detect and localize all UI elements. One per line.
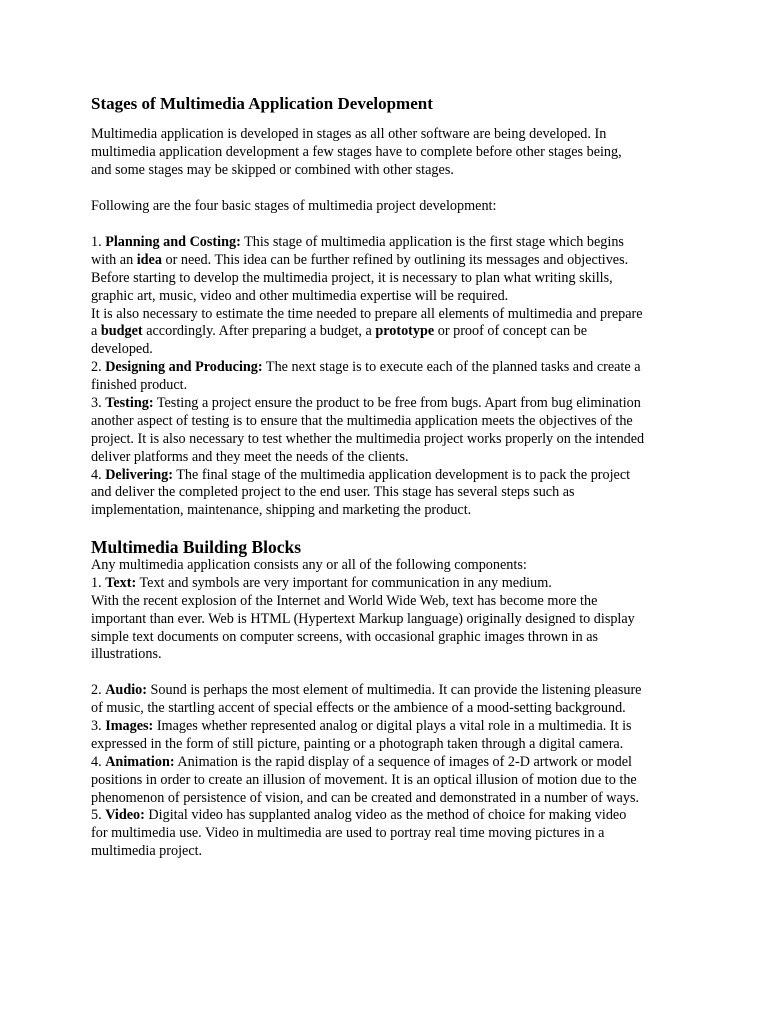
component-text-line: simple text documents on computer screens, with occasional graphic images thrown in as xyxy=(91,628,599,645)
components-intro: Any multimedia application consists any or all of the following components: xyxy=(91,557,527,573)
intro-line: and some stages may be skipped or combined with other stages. xyxy=(91,161,454,178)
keyword-idea: idea xyxy=(136,251,162,268)
stage-label: Planning and Costing: xyxy=(105,234,241,250)
keyword-prototype: prototype xyxy=(375,323,435,340)
stage-testing-line: project. It is also necessary to test whether the multimedia project works properly on the intended xyxy=(91,430,645,447)
component-number: 5. xyxy=(91,807,106,824)
following-line: Following are the four basic stages of multimedia project development: xyxy=(91,198,497,214)
stage-testing-line: another aspect of testing is to ensure that the multimedia application meets the objectives of the xyxy=(91,412,633,429)
component-images-line: expressed in the form of still picture, painting or a photograph taken through a digital camera. xyxy=(91,735,624,752)
component-text: Animation is the rapid display of a sequence of images of 2-D artwork or model xyxy=(174,753,632,770)
components-list xyxy=(91,557,691,861)
stage-text: The final stage of the multimedia application development is to pack the project xyxy=(172,466,631,483)
stage-planning-line: Before starting to develop the multimedia project, it is necessary to plan what writing skills, xyxy=(91,269,613,286)
component-text-line: With the recent explosion of the Internet and World Wide Web, text has become more the xyxy=(91,592,598,609)
stage-planning-line: graphic art, music, video and other multimedia expertise will be required. xyxy=(91,287,509,304)
stage-planning-line: developed. xyxy=(91,341,153,358)
blank-line xyxy=(91,664,691,682)
stage-number: 2. xyxy=(91,359,106,376)
component-number: 4. xyxy=(91,753,106,770)
component-label: Animation: xyxy=(105,753,175,770)
component-animation-line: positions in order to create an illusion of movement. It is an optical illusion of motion due to the xyxy=(91,771,637,788)
component-video-line: multimedia project. xyxy=(91,843,203,860)
stage-delivering-line: and deliver the completed project to the end user. This stage has several steps such as xyxy=(91,484,575,501)
component-video-line xyxy=(91,807,691,825)
stage-text: The next stage is to execute each of the planned tasks and create a xyxy=(262,359,641,376)
stage-delivering-line xyxy=(91,467,691,485)
stage-planning-line xyxy=(91,234,691,252)
stage-label: Delivering: xyxy=(105,466,173,483)
stages-list xyxy=(91,234,691,520)
stage-label: Designing and Producing: xyxy=(105,359,263,376)
component-text: Sound is perhaps the most element of multimedia. It can provide the listening pleasure xyxy=(146,682,642,699)
component-label: Images: xyxy=(105,718,154,735)
intro-paragraph xyxy=(91,126,691,180)
keyword-budget: budget xyxy=(100,323,143,340)
component-number: 1. xyxy=(91,574,106,591)
component-animation-line: phenomenon of persistence of vision, and can be created and demonstrated in a number of ways. xyxy=(91,789,640,806)
stage-text: Testing a project ensure the product to be free from bugs. Apart from bug elimination xyxy=(153,395,641,412)
stage-text: accordingly. After preparing a budget, a xyxy=(142,323,376,340)
stage-number: 1. xyxy=(91,234,106,250)
stage-label: Testing: xyxy=(105,395,154,412)
component-number: 3. xyxy=(91,718,106,735)
component-label: Audio: xyxy=(105,682,147,699)
intro-line: Multimedia application is developed in stages as all other software are being developed. In xyxy=(91,126,607,142)
component-text-line: important than ever. Web is HTML (Hypertext Markup language) originally designed to display xyxy=(91,610,635,627)
stage-text: a xyxy=(91,323,101,340)
page-title: Stages of Multimedia Application Development xyxy=(91,94,433,113)
following-paragraph xyxy=(91,198,691,216)
stage-text: with an xyxy=(91,251,137,268)
section-heading: Multimedia Building Blocks xyxy=(91,537,302,557)
stage-delivering-line: implementation, maintenance, shipping and marketing the product. xyxy=(91,502,472,519)
stage-text: or proof of concept can be xyxy=(434,323,588,340)
component-animation-line xyxy=(91,754,691,772)
stage-testing-line: deliver platforms and they meet the needs of the clients. xyxy=(91,448,409,465)
stage-designing-line xyxy=(91,359,691,377)
component-text: Digital video has supplanted analog video as the method of choice for making video xyxy=(144,807,627,824)
stage-planning-line: It is also necessary to estimate the time needed to prepare all elements of multimedia and prepare xyxy=(91,305,643,322)
stage-planning-line xyxy=(91,323,691,341)
component-text-line: illustrations. xyxy=(91,646,162,663)
intro-line: multimedia application development a few stages have to complete before other stages being, xyxy=(91,143,622,160)
component-video-line: for multimedia use. Video in multimedia are used to portray real time moving pictures in a xyxy=(91,825,605,842)
stage-number: 3. xyxy=(91,395,106,412)
component-text: Images whether represented analog or digital plays a vital role in a multimedia. It is xyxy=(153,718,632,735)
component-text: Text and symbols are very important for communication in any medium. xyxy=(136,574,552,591)
stage-text: or need. This idea can be further refined by outlining its messages and objectives. xyxy=(161,251,629,268)
component-images-line xyxy=(91,718,691,736)
stage-testing-line xyxy=(91,395,691,413)
component-audio-line xyxy=(91,682,691,700)
stage-number: 4. xyxy=(91,466,106,483)
stage-planning-line xyxy=(91,252,691,270)
stage-text: This stage of multimedia application is the first stage which begins xyxy=(240,234,624,250)
component-label: Video: xyxy=(105,807,145,824)
stage-designing-line: finished product. xyxy=(91,377,188,394)
component-audio-line: of music, the startling accent of special effects or the ambience of a mood-setting background. xyxy=(91,700,626,717)
component-number: 2. xyxy=(91,682,106,699)
component-label: Text: xyxy=(105,574,137,591)
component-text-line xyxy=(91,575,691,593)
